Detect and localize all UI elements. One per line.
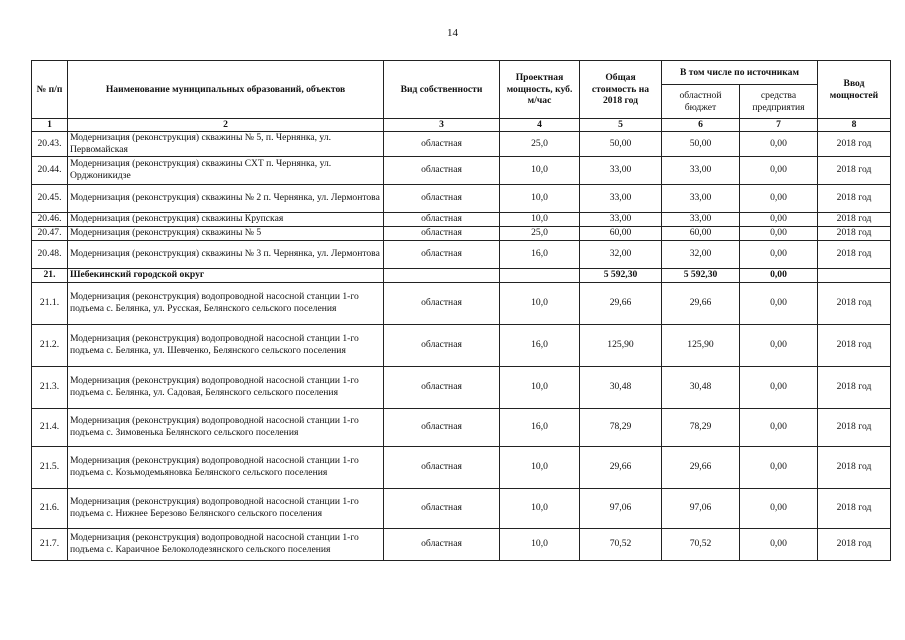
column-number-row <box>32 119 891 132</box>
row-num: 21.6. <box>32 488 68 528</box>
row-capacity: 16,0 <box>500 240 580 268</box>
row-ownership: областная <box>384 528 500 560</box>
row-num: 20.43. <box>32 131 68 156</box>
row-name: Модернизация (реконструкция) скважины № 3 п. Чернянка, ул. Лермонтова <box>68 240 384 268</box>
row-cost: 78,29 <box>580 408 662 446</box>
row-ownership: областная <box>384 156 500 184</box>
row-regional: 125,90 <box>662 324 740 366</box>
table-row <box>32 240 891 268</box>
row-enterprise: 0,00 <box>740 226 818 240</box>
row-enterprise: 0,00 <box>740 366 818 408</box>
row-regional: 97,06 <box>662 488 740 528</box>
row-year: 2018 год <box>818 488 891 528</box>
page-number: 14 <box>447 27 458 39</box>
table-row <box>32 446 891 488</box>
column-number: 7 <box>740 119 818 132</box>
row-capacity: 10,0 <box>500 366 580 408</box>
table-row <box>32 488 891 528</box>
table-row <box>32 131 891 156</box>
row-name: Модернизация (реконструкция) водопроводной насосной станции 1-го подъема с. Белянка, ул. Шевченко, Белянского сельского поселения <box>68 324 384 366</box>
row-cost: 5 592,30 <box>580 268 662 282</box>
row-name: Модернизация (реконструкция) водопроводной насосной станции 1-го подъема с. Караичное Белоколодезянского сельского поселения <box>68 528 384 560</box>
row-cost: 33,00 <box>580 184 662 212</box>
column-number: 4 <box>500 119 580 132</box>
row-num: 21.2. <box>32 324 68 366</box>
row-regional: 50,00 <box>662 131 740 156</box>
row-capacity: 10,0 <box>500 488 580 528</box>
header-cost: Общая стоимость на 2018 год <box>580 61 662 119</box>
row-regional: 33,00 <box>662 212 740 226</box>
row-num: 21.5. <box>32 446 68 488</box>
row-name: Модернизация (реконструкция) скважины № 5 <box>68 226 384 240</box>
table-row <box>32 212 891 226</box>
row-num: 20.47. <box>32 226 68 240</box>
row-name: Модернизация (реконструкция) водопроводной насосной станции 1-го подъема с. Нижнее Березово Белянского сельского поселения <box>68 488 384 528</box>
row-cost: 50,00 <box>580 131 662 156</box>
row-year: 2018 год <box>818 226 891 240</box>
investment-table <box>31 60 891 561</box>
table-row <box>32 366 891 408</box>
row-ownership: областная <box>384 240 500 268</box>
row-name: Модернизация (реконструкция) водопроводной насосной станции 1-го подъема с. Белянка, ул. Русская, Белянского сельского поселения <box>68 282 384 324</box>
row-name: Модернизация (реконструкция) водопроводной насосной станции 1-го подъема с. Козьмодемьяновка Белянского сельского поселения <box>68 446 384 488</box>
row-capacity: 10,0 <box>500 184 580 212</box>
row-capacity: 25,0 <box>500 131 580 156</box>
row-ownership: областная <box>384 131 500 156</box>
header-enterprise: средства предприятия <box>740 85 818 119</box>
row-name: Модернизация (реконструкция) скважины № 2 п. Чернянка, ул. Лермонтова <box>68 184 384 212</box>
header-commissioning: Ввод мощностей <box>818 61 891 119</box>
column-number: 6 <box>662 119 740 132</box>
row-regional: 32,00 <box>662 240 740 268</box>
row-enterprise: 0,00 <box>740 156 818 184</box>
row-enterprise: 0,00 <box>740 268 818 282</box>
row-regional: 70,52 <box>662 528 740 560</box>
row-name: Модернизация (реконструкция) скважины СХТ п. Чернянка, ул. Орджоникидзе <box>68 156 384 184</box>
row-ownership <box>384 268 500 282</box>
column-number: 5 <box>580 119 662 132</box>
row-cost: 29,66 <box>580 446 662 488</box>
row-capacity: 10,0 <box>500 528 580 560</box>
table-row <box>32 156 891 184</box>
row-capacity: 10,0 <box>500 282 580 324</box>
row-num: 21.1. <box>32 282 68 324</box>
row-year: 2018 год <box>818 528 891 560</box>
table-row <box>32 528 891 560</box>
row-enterprise: 0,00 <box>740 131 818 156</box>
row-num: 21.4. <box>32 408 68 446</box>
table-row <box>32 282 891 324</box>
row-year: 2018 год <box>818 212 891 226</box>
row-regional: 5 592,30 <box>662 268 740 282</box>
column-number: 8 <box>818 119 891 132</box>
row-name: Модернизация (реконструкция) водопроводной насосной станции 1-го подъема с. Зимовенька Белянского сельского поселения <box>68 408 384 446</box>
column-number: 2 <box>68 119 384 132</box>
row-year: 2018 год <box>818 156 891 184</box>
row-capacity: 10,0 <box>500 212 580 226</box>
row-cost: 125,90 <box>580 324 662 366</box>
row-name: Шебекинский городской округ <box>68 268 384 282</box>
row-year: 2018 год <box>818 131 891 156</box>
row-name: Модернизация (реконструкция) скважины № 5, п. Чернянка, ул. Первомайская <box>68 131 384 156</box>
row-num: 21. <box>32 268 68 282</box>
row-enterprise: 0,00 <box>740 212 818 226</box>
row-regional: 33,00 <box>662 156 740 184</box>
row-num: 21.7. <box>32 528 68 560</box>
row-year: 2018 год <box>818 282 891 324</box>
row-cost: 70,52 <box>580 528 662 560</box>
row-capacity: 16,0 <box>500 408 580 446</box>
row-regional: 29,66 <box>662 282 740 324</box>
row-enterprise: 0,00 <box>740 528 818 560</box>
row-ownership: областная <box>384 446 500 488</box>
row-ownership: областная <box>384 282 500 324</box>
table-row <box>32 408 891 446</box>
row-name: Модернизация (реконструкция) скважины Крупская <box>68 212 384 226</box>
row-year: 2018 год <box>818 184 891 212</box>
row-num: 21.3. <box>32 366 68 408</box>
row-cost: 33,00 <box>580 156 662 184</box>
row-ownership: областная <box>384 212 500 226</box>
row-year: 2018 год <box>818 446 891 488</box>
row-num: 20.44. <box>32 156 68 184</box>
row-capacity <box>500 268 580 282</box>
header-regional: областной бюджет <box>662 85 740 119</box>
header-ownership: Вид собственности <box>384 61 500 119</box>
row-regional: 29,66 <box>662 446 740 488</box>
row-capacity: 16,0 <box>500 324 580 366</box>
row-num: 20.45. <box>32 184 68 212</box>
column-number: 3 <box>384 119 500 132</box>
row-enterprise: 0,00 <box>740 324 818 366</box>
header-num: № п/п <box>32 61 68 119</box>
row-cost: 32,00 <box>580 240 662 268</box>
header-capacity: Проектная мощность, куб. м/час <box>500 61 580 119</box>
row-cost: 33,00 <box>580 212 662 226</box>
row-regional: 78,29 <box>662 408 740 446</box>
row-enterprise: 0,00 <box>740 446 818 488</box>
row-year <box>818 268 891 282</box>
table-row <box>32 184 891 212</box>
column-number: 1 <box>32 119 68 132</box>
row-ownership: областная <box>384 408 500 446</box>
row-enterprise: 0,00 <box>740 408 818 446</box>
row-capacity: 10,0 <box>500 446 580 488</box>
section-row <box>32 268 891 282</box>
row-regional: 60,00 <box>662 226 740 240</box>
row-regional: 30,48 <box>662 366 740 408</box>
row-regional: 33,00 <box>662 184 740 212</box>
table-row <box>32 324 891 366</box>
row-year: 2018 год <box>818 366 891 408</box>
row-ownership: областная <box>384 366 500 408</box>
row-num: 20.46. <box>32 212 68 226</box>
row-capacity: 10,0 <box>500 156 580 184</box>
row-enterprise: 0,00 <box>740 282 818 324</box>
row-cost: 29,66 <box>580 282 662 324</box>
row-ownership: областная <box>384 324 500 366</box>
header-name: Наименование муниципальных образований, объектов <box>68 61 384 119</box>
row-enterprise: 0,00 <box>740 184 818 212</box>
row-enterprise: 0,00 <box>740 488 818 528</box>
row-ownership: областная <box>384 184 500 212</box>
row-cost: 60,00 <box>580 226 662 240</box>
row-year: 2018 год <box>818 408 891 446</box>
row-cost: 97,06 <box>580 488 662 528</box>
row-cost: 30,48 <box>580 366 662 408</box>
row-enterprise: 0,00 <box>740 240 818 268</box>
row-num: 20.48. <box>32 240 68 268</box>
row-year: 2018 год <box>818 324 891 366</box>
row-ownership: областная <box>384 226 500 240</box>
header-sources: В том числе по источникам <box>662 61 818 85</box>
row-capacity: 25,0 <box>500 226 580 240</box>
row-name: Модернизация (реконструкция) водопроводной насосной станции 1-го подъема с. Белянка, ул. Садовая, Белянского сельского поселения <box>68 366 384 408</box>
row-year: 2018 год <box>818 240 891 268</box>
row-ownership: областная <box>384 488 500 528</box>
table-row <box>32 226 891 240</box>
